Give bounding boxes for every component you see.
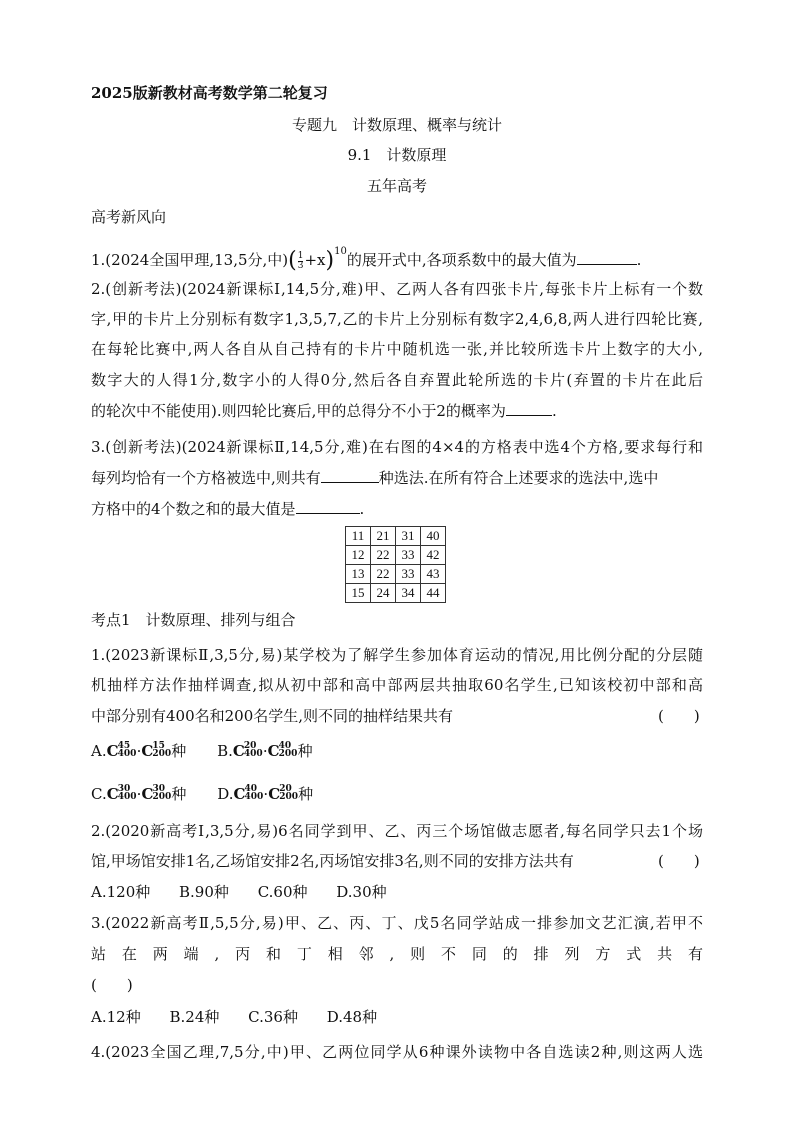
part-title: 五年高考 — [366, 177, 427, 195]
q2-line-3: 在每轮比赛中,两人各自从自己持有的卡片中随机选一张,并比较所选卡片上数字的大小, — [91, 340, 703, 358]
p1-line-1: 1.(2023新课标Ⅱ,3,5分,易)某学校为了解学生参加体育运动的情况,用比例分配的分层随 — [91, 646, 703, 664]
option-b: B.24种 — [169, 1008, 220, 1026]
p1-options-row-2 — [91, 784, 313, 804]
option-a: A.C 45 400 ·C 15 200 种 — [91, 741, 187, 760]
q2-line-1: 2.(创新考法)(2024新课标Ⅰ,14,5分,难)甲、乙两人各有四张卡片,每张卡片上标有一个数 — [91, 280, 703, 298]
section-title: 9.1 计数原理 — [347, 146, 447, 164]
option-d: D.C 40 400 ·C 20 200 种 — [217, 784, 314, 803]
p2-line-2: 馆,甲场馆安排1名,乙场馆安排2名,丙场馆安排3名,则不同的安排方法共有 — [91, 852, 574, 870]
p1-line-2: 机抽样方法作抽样调查,拟从初中部和高中部两层共抽取60名学生,已知该校初中部和高 — [91, 676, 703, 694]
grid-cell: 11 — [346, 527, 371, 546]
p2-options — [91, 882, 387, 902]
q2-line-2: 字,甲的卡片上分别标有数字1,3,5,7,乙的卡片上分别标有数字2,4,6,8,两人进行四轮比赛, — [91, 310, 703, 328]
option-c: C.C 30 400 ·C 30 200 种 — [91, 784, 187, 803]
option-b: B.90种 — [179, 883, 229, 901]
grid-cell: 21 — [371, 527, 396, 546]
grid-cell: 31 — [396, 527, 421, 546]
option-c: C.60种 — [257, 883, 308, 901]
grid-cell: 42 — [421, 546, 446, 565]
q1-text: 的展开式中,各项系数中的最大值为 — [346, 251, 577, 269]
p4-line-1: 4.(2023全国乙理,7,5分,中)甲、乙两位同学从6种课外读物中各自选读2种,则这两人选 — [91, 1043, 703, 1061]
answer-blank — [506, 401, 552, 416]
answer-blank — [296, 499, 360, 514]
grid-cell: 24 — [371, 584, 396, 603]
option-a: A.12种 — [91, 1008, 141, 1026]
answer-blank — [577, 250, 637, 265]
grid-cell: 40 — [421, 527, 446, 546]
new-direction-heading: 高考新风向 — [91, 208, 167, 226]
table-row — [346, 565, 446, 584]
table-row — [346, 584, 446, 603]
topic-heading: 考点1 计数原理、排列与组合 — [91, 611, 296, 629]
option-d: D.30种 — [336, 883, 387, 901]
q3-line-1: 3.(创新考法)(2024新课标Ⅱ,14,5分,难)在右图的4×4的方格表中选4个方格,要求每行和 — [91, 438, 703, 456]
grid-cell: 43 — [421, 565, 446, 584]
grid-cell: 33 — [396, 565, 421, 584]
question-1: 1.(2024全国甲理,13,5分,中)( $\frac{1}{3}$ +x)$^{10}$的展开式中,各项系数中的最大值为 . — [91, 246, 642, 273]
p3-options — [91, 1007, 377, 1027]
chapter-title: 专题九 计数原理、概率与统计 — [291, 116, 502, 134]
q1-source: 1.(2024全国甲理,13,5分,中) — [91, 251, 289, 269]
option-b: B.C 20 400 ·C 40 200 种 — [217, 741, 313, 760]
grid-cell: 44 — [421, 584, 446, 603]
p1-line-3: 中部分别有400名和200名学生,则不同的抽样结果共有 — [91, 707, 454, 725]
grid-cell: 33 — [396, 546, 421, 565]
p2-line-1: 2.(2020新高考Ⅰ,3,5分,易)6名同学到甲、乙、丙三个场馆做志愿者,每名同学只去1个场 — [91, 822, 703, 840]
option-a: A.120种 — [91, 883, 151, 901]
table-row — [346, 546, 446, 565]
answer-paren: ( ) — [658, 852, 700, 870]
answer-paren: ( ) — [91, 976, 133, 994]
p1-options-row-1 — [91, 741, 313, 761]
document-header: 2025版新教材高考数学第二轮复习 — [91, 84, 328, 102]
p3-line-1: 3.(2022新高考Ⅱ,5,5分,易)甲、乙、丙、丁、戊5名同学站成一排参加文艺汇演,若甲不 — [91, 914, 703, 932]
grid-cell: 15 — [346, 584, 371, 603]
q2-line-5: 的轮次中不能使用).则四轮比赛后,甲的总得分不小于2的概率为 . — [91, 402, 557, 420]
q3-line-3: 方格中的4个数之和的最大值是 . — [91, 500, 365, 518]
option-d: D.48种 — [326, 1008, 378, 1026]
grid-cell: 13 — [346, 565, 371, 584]
table-row — [346, 527, 446, 546]
grid-cell: 22 — [371, 546, 396, 565]
p3-line-2: 站 在 两 端 , 丙 和 丁 相 邻 , 则 不 同 的 排 列 方 式 共 有 — [91, 945, 703, 963]
number-grid — [345, 526, 446, 603]
q3-line-2: 每列均恰有一个方格被选中,则共有 种选法.在所有符合上述要求的选法中,选中 — [91, 469, 659, 487]
grid-cell: 12 — [346, 546, 371, 565]
q2-line-4: 数字大的人得1分,数字小的人得0分,然后各自弃置此轮所选的卡片(弃置的卡片在此后 — [91, 371, 703, 389]
grid-cell: 22 — [371, 565, 396, 584]
grid-cell: 34 — [396, 584, 421, 603]
q1-expression: ( $\frac{1}{3}$ +x)$^{10}$ — [288, 246, 347, 273]
option-c: C.36种 — [248, 1008, 298, 1026]
answer-paren: ( ) — [658, 707, 700, 725]
answer-blank — [321, 468, 379, 483]
